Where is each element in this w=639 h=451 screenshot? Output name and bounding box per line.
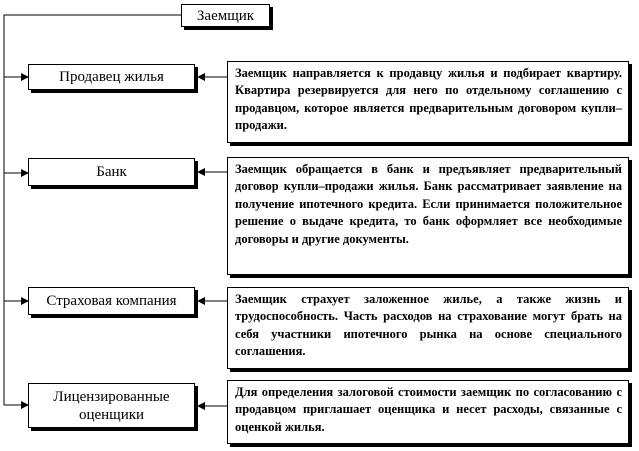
participant-label: Лицензированные оценщики — [53, 388, 170, 423]
description-text: Заемщик обращается в банк и предъявляет предварительный договор купли–продажи жилья. Банк рассматривает заявление на получение ипотечного кредита. Если принимается положительное решение о выдаче кредита, то банк оформляет все необходимые договоры и другие документы. — [235, 162, 622, 246]
participant-bank — [28, 158, 195, 186]
description-text: Заемщик страхует заложенное жилье, а также жизнь и трудоспособность. Часть расходов на страхование могут брать на себя участники ипотечного рынка на основе специального соглашения. — [235, 292, 622, 359]
description-seller — [227, 61, 629, 143]
description-text: Для определения залоговой стоимости заемщик по согласованию с продавцом приглашает оценщика и несет расходы, связанные с оценкой жилья. — [235, 385, 622, 434]
description-appraisers — [227, 380, 629, 444]
description-text: Заемщик направляется к продавцу жилья и подбирает квартиру. Квартира резервируется для него по отдельному соглашению с продавцом, которое является предварительным договором купли–продажи. — [235, 66, 622, 133]
participant-label: Страховая компания — [46, 293, 177, 309]
participant-label: Продавец жилья — [59, 69, 164, 85]
participant-label: Банк — [96, 164, 127, 180]
root-node — [181, 4, 270, 27]
participant-insurance — [28, 287, 195, 315]
root-label: Заемщик — [196, 7, 255, 24]
participant-seller — [28, 64, 195, 90]
description-insurance — [227, 287, 629, 369]
description-bank — [227, 157, 629, 275]
participant-appraisers — [28, 383, 195, 428]
